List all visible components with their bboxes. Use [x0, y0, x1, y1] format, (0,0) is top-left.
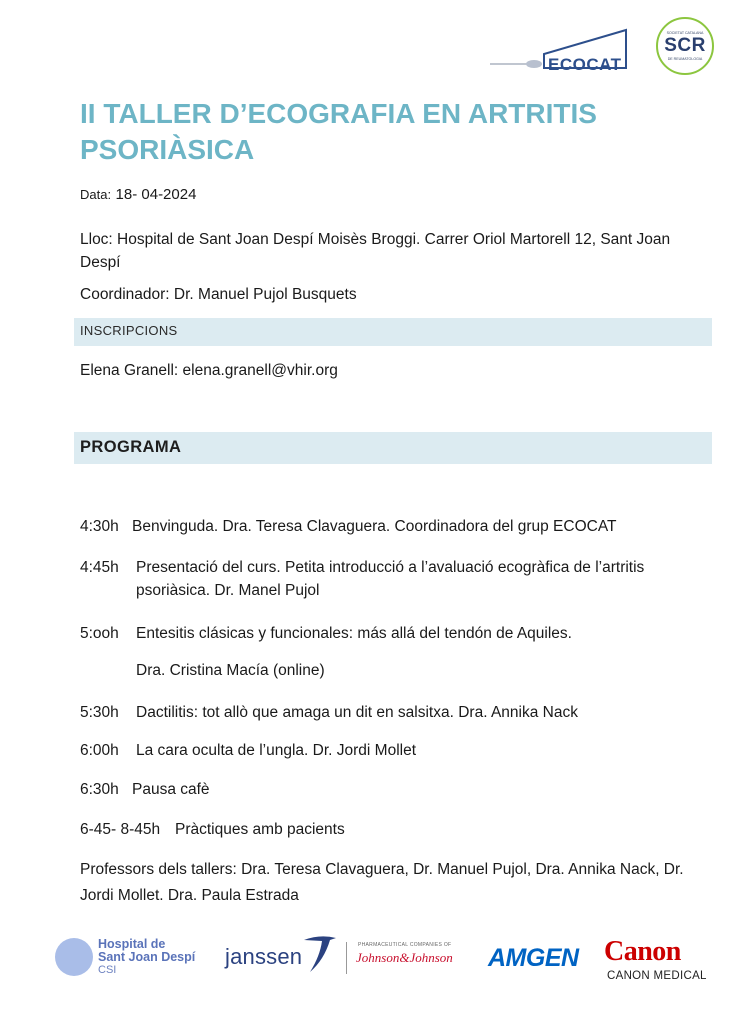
divider — [346, 942, 347, 974]
program-time: 4:30h — [80, 518, 119, 535]
ecocat-logo-text: ECOCAT — [548, 55, 622, 74]
hospital-line1: Hospital de — [98, 937, 166, 951]
program-time: 6:00h — [80, 742, 119, 759]
scr-logo-bottom-text: DE REUMATOLOGIA — [667, 57, 703, 61]
janssen-swoosh-icon — [300, 930, 340, 976]
ecocat-logo — [488, 24, 633, 76]
program-text: Benvinguda. Dra. Teresa Clavaguera. Coordinadora del grup ECOCAT — [132, 518, 617, 535]
program-text: Pausa cafè — [132, 781, 210, 798]
canon-logo-text: Canon — [604, 936, 681, 967]
program-time: 5:ooh — [80, 625, 119, 642]
date-label: Data: — [80, 187, 112, 202]
program-text: Entesitis clásicas y funcionales: más allá del tendón de Aquiles. — [136, 625, 572, 642]
inscripcions-heading: INSCRIPCIONS — [80, 323, 178, 338]
inscripcions-contact: Elena Granell: elena.granell@vhir.org — [80, 362, 338, 379]
program-item — [80, 515, 617, 538]
program-text: Presentació del curs. Petita introducció a l’avaluació ecogràfica de l’artritis psoriàsica. Dr. Manel Pujol — [136, 559, 645, 599]
program-time: 5:30h — [80, 704, 119, 721]
program-time: 6:30h — [80, 781, 119, 798]
scr-logo-main-text: SCR — [664, 35, 706, 56]
canon-medical-text: CANON MEDICAL — [607, 970, 707, 982]
date-line — [80, 186, 196, 204]
janssen-logo-text: janssen — [225, 944, 303, 969]
jj-tagline: PHARMACEUTICAL COMPANIES OF — [358, 942, 452, 948]
program-text: Dactilitis: tot allò que amaga un dit en salsitxa. Dra. Annika Nack — [136, 704, 578, 721]
amgen-logo-text: AMGEN — [488, 944, 579, 972]
page-title: II TALLER D’ECOGRAFIA EN ARTRITIS PSORIÀSICA — [80, 98, 597, 165]
hospital-line3: CSI — [98, 964, 117, 976]
program-item — [80, 622, 572, 645]
program-item — [80, 818, 345, 841]
jj-logo-text: Johnson&Johnson — [356, 950, 453, 965]
program-item — [80, 778, 210, 801]
program-item — [80, 739, 416, 762]
coordinator-text: Coordinador: Dr. Manuel Pujol Busquets — [80, 286, 357, 303]
date-value: 18- 04-2024 — [115, 186, 197, 203]
program-time: 4:45h — [80, 559, 119, 576]
program-item — [80, 701, 578, 724]
scr-logo-top-text: SOCIETAT CATALANA — [666, 31, 704, 35]
program-text: Pràctiques amb pacients — [175, 821, 345, 838]
professors-text: Professors dels tallers: Dra. Teresa Clavaguera, Dr. Manuel Pujol, Dra. Annika Nack, Dr. Jordi Mollet. Dra. Paula Estrada — [80, 861, 684, 904]
location-text: Lloc: Hospital de Sant Joan Despí Moisès Broggi. Carrer Oriol Martorell 12, Sant Joan Despí — [80, 231, 671, 271]
hospital-logo-text — [98, 938, 195, 977]
hospital-line2: Sant Joan Despí — [98, 950, 196, 964]
programa-heading: PROGRAMA — [80, 438, 182, 456]
program-text: Dra. Cristina Macía (online) — [136, 662, 325, 679]
scr-logo — [656, 17, 714, 75]
program-text: La cara oculta de l’ungla. Dr. Jordi Mollet — [136, 742, 417, 759]
hospital-logo-icon — [55, 938, 93, 976]
program-item — [136, 659, 325, 682]
program-time: 6-45- 8-45h — [80, 821, 161, 838]
